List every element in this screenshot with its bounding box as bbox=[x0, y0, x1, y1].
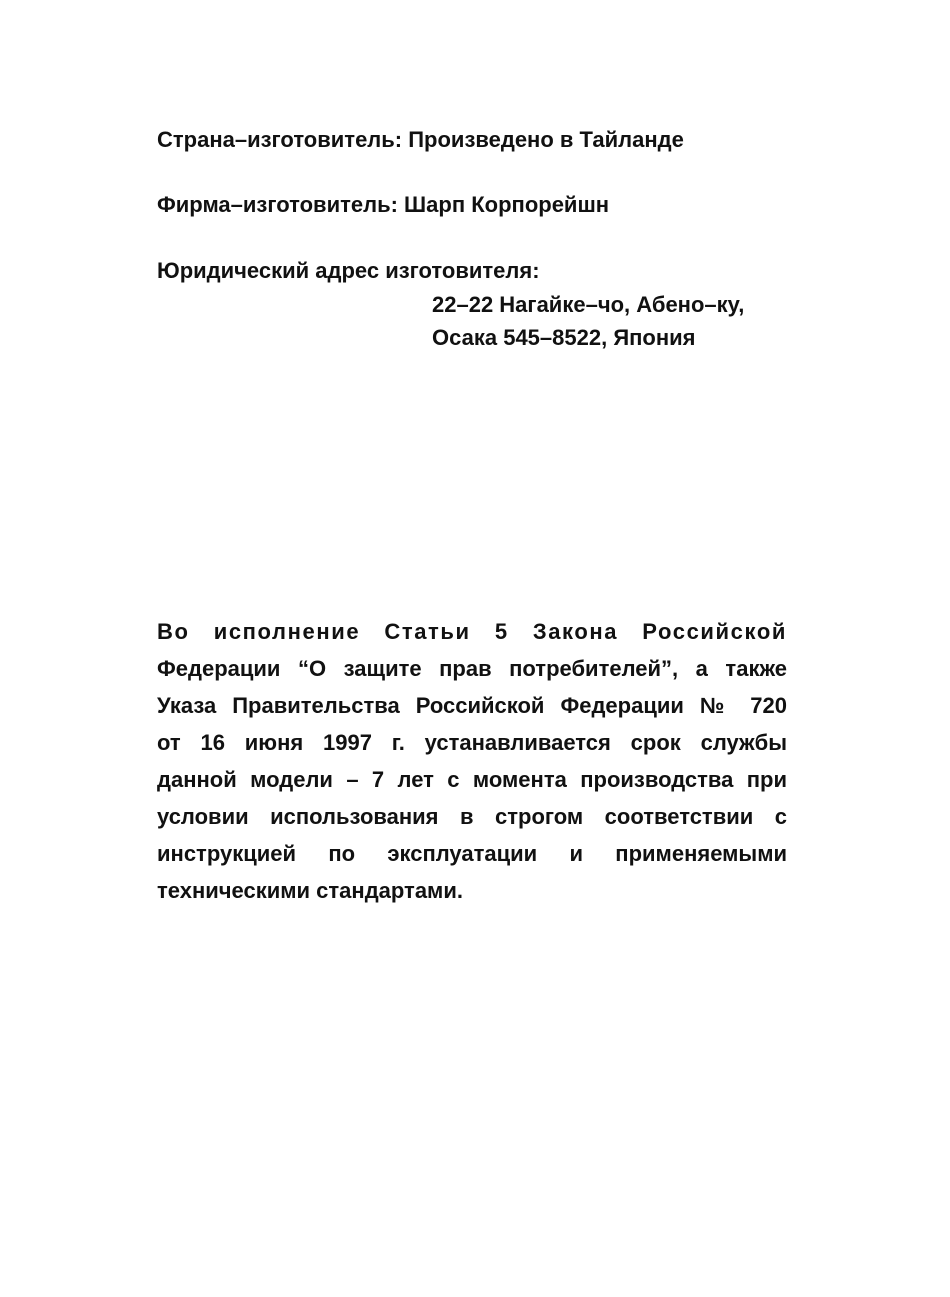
paragraph-line: Указа Правительства Российской Федерации № 720 bbox=[157, 693, 787, 718]
paragraph-line: Во исполнение Статьи 5 Закона Российской bbox=[157, 619, 787, 644]
paragraph-line: от 16 июня 1997 г. устанавливается срок службы bbox=[157, 730, 787, 755]
paragraph-line: техническими стандартами. bbox=[157, 878, 463, 903]
manufacturer-address-line: Осака 545–8522, Япония bbox=[432, 325, 696, 350]
paragraph-line: условии использования в строгом соответствии с bbox=[157, 804, 787, 829]
paragraph-line: инструкцией по эксплуатации и применяемыми bbox=[157, 841, 787, 866]
service-life-paragraph bbox=[157, 613, 787, 909]
manufacturer-country: Страна–изготовитель: Произведено в Тайланде bbox=[157, 127, 684, 152]
manufacturer-address-line: 22–22 Нагайке–чо, Абено–ку, bbox=[432, 292, 745, 317]
paragraph-line: Федерации “О защите прав потребителей”, а также bbox=[157, 656, 787, 681]
manufacturer-firm: Фирма–изготовитель: Шарп Корпорейшн bbox=[157, 192, 610, 217]
paragraph-line: данной модели – 7 лет с момента производства при bbox=[157, 767, 787, 792]
manufacturer-address-label: Юридический адрес изготовителя: bbox=[157, 258, 540, 283]
